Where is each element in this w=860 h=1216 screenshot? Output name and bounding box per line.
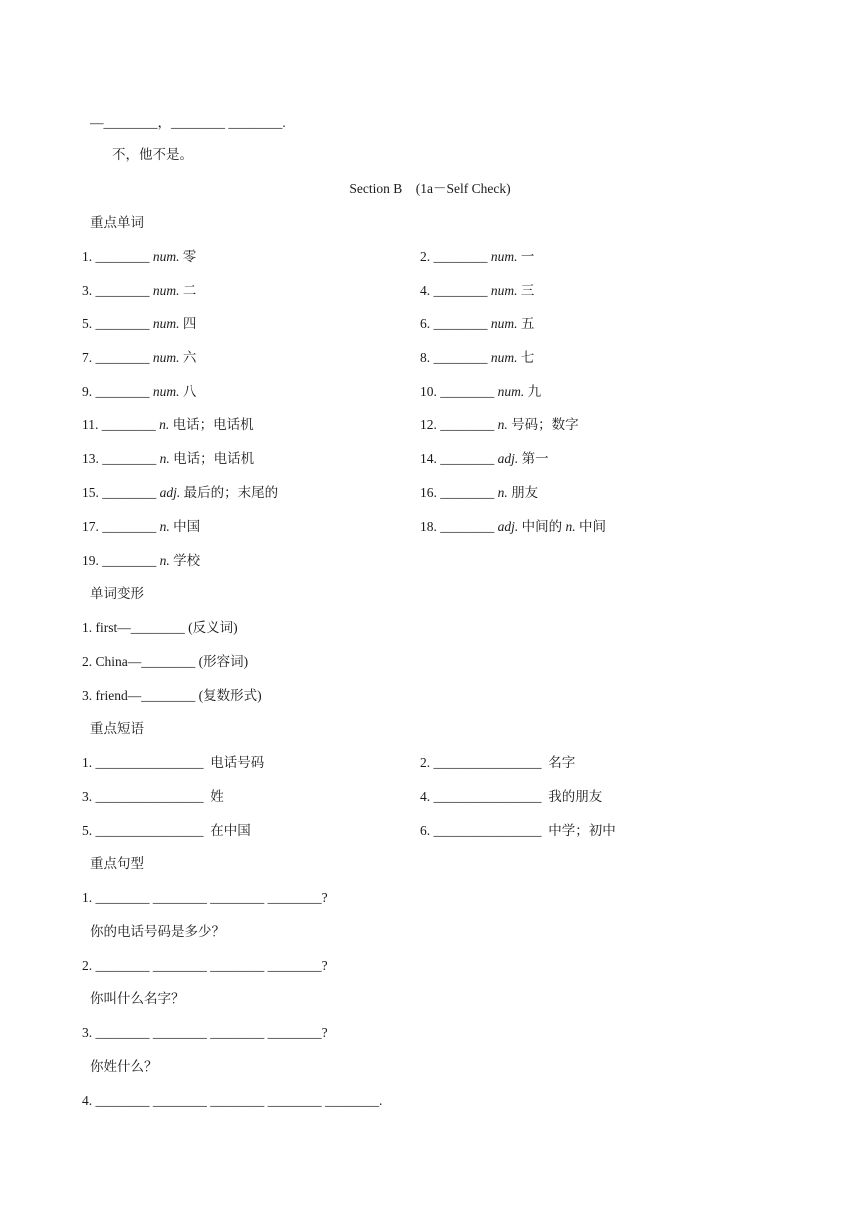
- vocab-item: 1. ________ num. 零: [82, 249, 197, 264]
- answer-translation: 不，他不是。: [112, 147, 193, 162]
- phrase-item: 3. ________________ 姓: [82, 789, 224, 804]
- phrase-item: 4. ________________ 我的朋友: [420, 789, 603, 804]
- word-form-item: 2. China—________ (形容词): [82, 654, 249, 669]
- phrase-item: 2. ________________ 名字: [420, 755, 576, 770]
- vocab-item: 10. ________ num. 九: [420, 384, 542, 399]
- word-form-item: 3. friend—________ (复数形式): [82, 688, 262, 703]
- vocab-item: 14. ________ adj. 第一: [420, 451, 549, 466]
- phrase-item: 6. ________________ 中学；初中: [420, 823, 616, 838]
- vocab-heading: 重点单词: [90, 215, 144, 230]
- vocab-item: 6. ________ num. 五: [420, 316, 535, 331]
- word-forms-heading: 单词变形: [90, 586, 144, 601]
- vocab-item: 4. ________ num. 三: [420, 283, 535, 298]
- phrases-heading: 重点短语: [90, 721, 144, 736]
- sentence-translation: 你姓什么？: [90, 1059, 158, 1074]
- sentence-translation: 你叫什么名字？: [90, 991, 185, 1006]
- vocab-item: 7. ________ num. 六: [82, 350, 197, 365]
- sentence-item: 1. ________ ________ ________ ________?: [82, 890, 328, 905]
- vocab-item: 9. ________ num. 八: [82, 384, 197, 399]
- sentence-item: 4. ________ ________ ________ ________ ________.: [82, 1093, 383, 1108]
- vocab-item: 2. ________ num. 一: [420, 249, 535, 264]
- vocab-item: 18. ________ adj. 中间的 n. 中间: [420, 519, 607, 534]
- sentence-item: 2. ________ ________ ________ ________?: [82, 958, 328, 973]
- vocab-item: 11. ________ n. 电话；电话机: [82, 417, 254, 432]
- answer-line: —________，________ ________.: [90, 115, 286, 130]
- word-form-item: 1. first—________ (反义词): [82, 620, 238, 635]
- phrase-item: 1. ________________ 电话号码: [82, 755, 265, 770]
- sentence-item: 3. ________ ________ ________ ________?: [82, 1025, 328, 1040]
- vocab-item: 13. ________ n. 电话；电话机: [82, 451, 255, 466]
- section-title: Section B (1a－Self Check): [349, 181, 511, 196]
- vocab-item: 8. ________ num. 七: [420, 350, 535, 365]
- vocab-item: 17. ________ n. 中国: [82, 519, 201, 534]
- phrase-item: 5. ________________ 在中国: [82, 823, 251, 838]
- vocab-item: 15. ________ adj. 最后的；末尾的: [82, 485, 279, 500]
- vocab-item: 5. ________ num. 四: [82, 316, 197, 331]
- sentences-heading: 重点句型: [90, 856, 144, 871]
- vocab-item: 3. ________ num. 二: [82, 283, 197, 298]
- vocab-item: 19. ________ n. 学校: [82, 553, 201, 568]
- vocab-item: 12. ________ n. 号码；数字: [420, 417, 579, 432]
- vocab-item: 16. ________ n. 朋友: [420, 485, 539, 500]
- sentence-translation: 你的电话号码是多少？: [90, 924, 225, 939]
